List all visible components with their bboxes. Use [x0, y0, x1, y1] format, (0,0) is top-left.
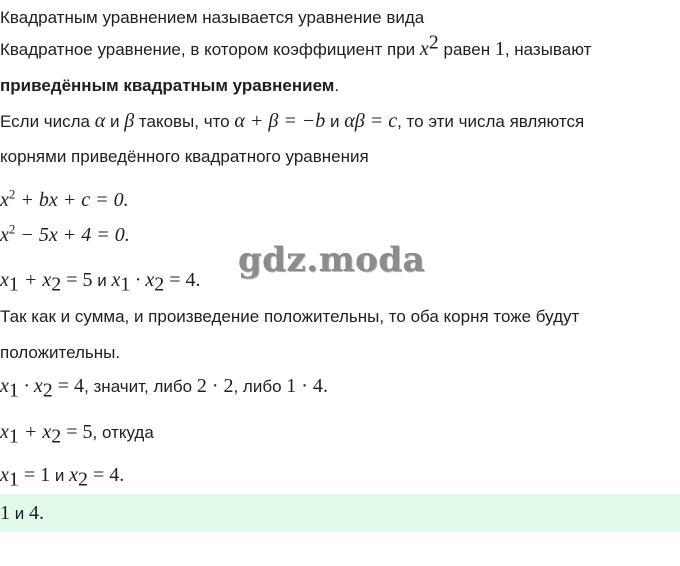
equals: = 4.: [164, 269, 201, 291]
x: x: [0, 464, 9, 486]
text: , то эти числа являются: [397, 112, 585, 131]
definition-term: [0, 76, 339, 96]
text: , откуда: [92, 423, 154, 442]
subscript: 2: [78, 468, 89, 491]
exponent: 2: [8, 186, 16, 202]
equals: = 4: [52, 375, 85, 397]
option-2: 1 · 4: [286, 375, 323, 397]
equals: = 5: [61, 421, 93, 443]
subscript: 1: [8, 468, 19, 491]
math-product: αβ = c: [344, 110, 398, 132]
text: и: [50, 466, 70, 485]
text: , значит, либо: [84, 377, 197, 396]
x: x: [0, 269, 9, 291]
math-one: 1: [494, 38, 505, 60]
equation-specific: [0, 221, 130, 246]
x: x: [0, 224, 9, 246]
exponent: 2: [428, 31, 439, 54]
math-sum: α + β = −b: [234, 110, 326, 132]
period: .: [334, 76, 340, 95]
text: , называют: [504, 40, 592, 59]
x: x: [0, 421, 9, 443]
vieta-relations: [0, 269, 201, 296]
plus: + x: [18, 269, 52, 291]
subscript: 1: [8, 273, 19, 296]
answer-block: [0, 494, 680, 532]
vieta-line-2: корнями приведённого квадратного уравнения: [0, 147, 369, 166]
definition-line-1: Квадратным уравнением называется уравнение вида: [0, 8, 425, 27]
subscript: 2: [51, 273, 62, 296]
math-beta: β: [124, 110, 135, 132]
answer-value-1: 1: [0, 502, 10, 524]
period: .: [322, 375, 328, 397]
text: равен: [438, 40, 495, 59]
subscript: 1: [120, 273, 131, 296]
exponent: 2: [8, 221, 16, 237]
equation-general: [0, 186, 129, 211]
answer-value-2: 4.: [28, 502, 44, 524]
text: и: [105, 112, 125, 131]
plus: + x: [18, 421, 52, 443]
equals: = 4.: [88, 464, 125, 486]
dot: · x: [18, 375, 43, 397]
answer-text: [0, 503, 44, 524]
definition-line-2: [0, 31, 592, 60]
reasoning-line-2: положительны.: [0, 343, 121, 362]
text: Если числа: [0, 112, 95, 131]
watermark: gdz.moda: [238, 240, 426, 280]
subscript: 1: [8, 425, 19, 448]
equals: = 5: [61, 269, 93, 291]
text: и: [92, 271, 112, 290]
text: и: [10, 504, 29, 523]
option-1: 2 · 2: [196, 375, 234, 397]
text: таковы, что: [134, 112, 235, 131]
text: Квадратное уравнение, в котором коэффициент при: [0, 40, 420, 59]
math-x: x: [419, 38, 429, 60]
math-alpha: α: [94, 110, 106, 132]
x: x: [69, 464, 79, 486]
roots: [0, 464, 125, 491]
text: и: [325, 112, 345, 131]
vieta-line-1: [0, 111, 584, 132]
reasoning-line-1: Так как и сумма, и произведение положительны, то оба корня тоже будут: [0, 307, 580, 326]
equals: = 1: [18, 464, 51, 486]
text: , либо: [233, 377, 287, 396]
term-bold: приведённым квадратным уравнением: [0, 76, 335, 95]
rest: + bx + c = 0.: [15, 189, 129, 211]
dot: · x: [130, 269, 155, 291]
x: x: [0, 189, 9, 211]
x: x: [111, 269, 121, 291]
rest: − 5x + 4 = 0.: [15, 224, 130, 246]
subscript: 2: [51, 425, 62, 448]
product-case: [0, 375, 328, 402]
subscript: 1: [8, 379, 19, 402]
sum-case: [0, 421, 154, 448]
subscript: 2: [42, 379, 53, 402]
subscript: 2: [154, 273, 165, 296]
x: x: [0, 375, 9, 397]
